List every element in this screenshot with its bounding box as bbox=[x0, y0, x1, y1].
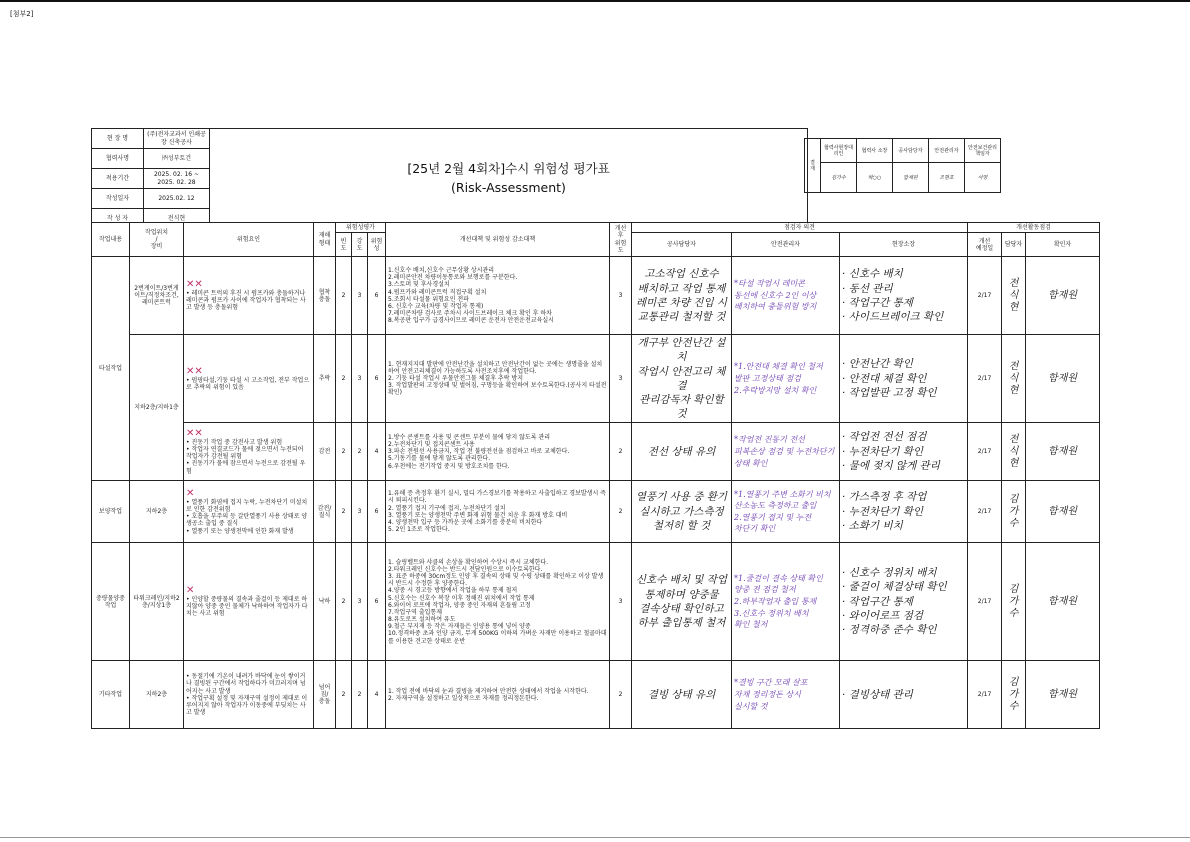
partner-value: ㈜성부토건 bbox=[144, 149, 210, 169]
attachment-tag: [첨부2] bbox=[10, 10, 34, 18]
risk-text: • 열풍기 화염에 접지 누락, 누전차단기 미설치로 인한 감전위험 • 호흡을 부주의 등 갈탄열풍기 사용 상태로 양생공소 출입 중 질식 • 열풍기 또는 양생천막에 인한 화재 발생 bbox=[186, 498, 308, 535]
header-opinion-engineer: 공사담당자 bbox=[632, 233, 732, 257]
risk-cell: • 동절기에 기온이 내려가 바닥에 눈이 쌓이거나 결빙된 구간에서 작업하다가 미끄러지며 넘어지는 사고 발생 • 작업구획 설정 및 자재구역 설정이 제대로 이루어지지 않아 작업자가 이동중에 부딪치는 사고 발생 bbox=[184, 661, 314, 729]
opinion-manager-cell: · 결빙상태 관리 bbox=[840, 661, 968, 729]
approval-role: 안전보건관리책임자 bbox=[965, 139, 1001, 163]
measure-cell: 1. 슬링벨트와 샤클의 손상을 확인하여 수상시 즉시 교체한다. 2.타워크레인 신호수는 반드시 전담인원으로 이수토록한다. 3. 표준 하중에 30cm정도 인양 후 결속의 상태 및 수평 상태를 확인하고 이상 발생시 반드시 수정한 후 양중한다. 4.양중 시 경고등 방향에서 작업을 하부 통제 철저 5.신호수는 신호수 복장 이후 정해진 위치에서 작업 통제 6.와이어 로프에 작업자, 양중 중인 자재의 흔들림 고정 7.작업구역 출입통제 8.유도로프 설치하여 유도 9.철근 부지재 등 작은 자재들은 인양용 통에 넣어 양중 10.정격하중 초과 인양 금지, 무게 500KG 이하의 가벼운 자재만 이용하고 철골마대를 이용한 견고한 상태로 운반 bbox=[386, 543, 610, 661]
header-opinion-manager: 현장소장 bbox=[840, 233, 968, 257]
plan-cell: 2/17 bbox=[968, 335, 1002, 423]
after-cell: 3 bbox=[610, 543, 632, 661]
risk-text: • 펌핑타설,기둥 타설 시 고소작업, 전부 작업으로 추락의 위험이 있음 bbox=[186, 376, 310, 391]
opinion-safety-cell: *타설 작업시 레미콘 동선에 신호수 2인 이상 배치하여 충돌위험 방지 bbox=[732, 257, 840, 335]
strike-mark-icon: ✕ bbox=[186, 487, 195, 499]
header-location: 작업위치 / 장비 bbox=[130, 223, 184, 257]
level-cell: 6 bbox=[368, 335, 386, 423]
risk-text: • 인양할 중량물의 결속과 줄걸이 등 제대로 하지않아 양중 중인 물체가 낙하하여 작업자가 다치는 사고 위험 bbox=[186, 595, 308, 618]
after-cell: 3 bbox=[610, 257, 632, 335]
plan-cell: 2/17 bbox=[968, 543, 1002, 661]
type-cell: 낙하 bbox=[314, 543, 336, 661]
risk-assessment-sheet bbox=[91, 128, 1099, 717]
risk-cell bbox=[184, 335, 314, 423]
location-cell: 2번게이트/3번게이트/직정차조건,레미콘트럭 bbox=[130, 257, 184, 335]
author-label: 작 성 자 bbox=[92, 209, 144, 229]
opinion-engineer-cell: 개구부 안전난간 설치 작업시 안전고리 체결 관리감독자 확인할 것 bbox=[632, 335, 732, 423]
type-cell: 협착 충돌 bbox=[314, 257, 336, 335]
after-cell: 2 bbox=[610, 423, 632, 481]
header-risk-level: 위험성 bbox=[368, 233, 386, 257]
owner-cell: 전식현 bbox=[1002, 335, 1026, 423]
table-row bbox=[92, 543, 1100, 661]
header-improvement-check: 개선활동점검 bbox=[968, 223, 1100, 233]
freq-cell: 2 bbox=[336, 423, 352, 481]
strike-mark-icon: ✕✕ bbox=[186, 427, 203, 439]
opinion-manager-cell: · 신호수 정위치 배치 · 줄걸이 체결상태 확인 · 작업구간 통제 · 와이어로프 점검 · 정격하중 준수 확인 bbox=[840, 543, 968, 661]
partner-label: 협력사명 bbox=[92, 149, 144, 169]
page-subtitle: (Risk-Assessment) bbox=[451, 179, 566, 195]
type-cell: 감전 bbox=[314, 423, 336, 481]
risk-cell bbox=[184, 257, 314, 335]
sev-cell: 3 bbox=[352, 257, 368, 335]
opinion-manager-cell: · 신호수 배치 · 동선 관리 · 작업구간 통제 · 사이드브레이크 확인 bbox=[840, 257, 968, 335]
scan-edge-top bbox=[0, 0, 1190, 2]
owner-cell: 전식현 bbox=[1002, 257, 1026, 335]
date-value: 2025.02. 12 bbox=[144, 189, 210, 209]
owner-cell: 김가수 bbox=[1002, 661, 1026, 729]
header-frequency: 빈도 bbox=[336, 233, 352, 257]
owner-cell: 김가수 bbox=[1002, 481, 1026, 543]
table-row bbox=[92, 257, 1100, 335]
owner-cell: 전식현 bbox=[1002, 423, 1026, 481]
freq-cell: 2 bbox=[336, 257, 352, 335]
table-row bbox=[92, 481, 1100, 543]
approval-role: 협력사 소장 bbox=[857, 139, 893, 163]
opinion-manager-cell: · 안전난간 확인 · 안전대 체결 확인 · 작업발판 고정 확인 bbox=[840, 335, 968, 423]
sev-cell: 3 bbox=[352, 335, 368, 423]
level-cell: 4 bbox=[368, 661, 386, 729]
check-cell: 함재원 bbox=[1026, 423, 1100, 481]
location-cell: 지하2층 bbox=[130, 481, 184, 543]
work-cell: 보양작업 bbox=[92, 481, 130, 543]
opinion-safety-cell: *1.줄걸이 결속 상태 확인 양중 전 점검 철저 2.하부작업자 출입 통제 3.신호수 정위치 배치 확인 철저 bbox=[732, 543, 840, 661]
work-cell: 중량물양중작업 bbox=[92, 543, 130, 661]
opinion-manager-cell: · 가스측정 후 작업 · 누전차단기 확인 · 소화기 비치 bbox=[840, 481, 968, 543]
type-cell: 추락 bbox=[314, 335, 336, 423]
approval-signature: 조현호 bbox=[929, 163, 965, 193]
freq-cell: 2 bbox=[336, 481, 352, 543]
table-row bbox=[92, 423, 1100, 481]
sev-cell: 3 bbox=[352, 481, 368, 543]
scan-edge-bottom bbox=[0, 837, 1190, 838]
location-cell: 타워크레인/지하2층/지상1층 bbox=[130, 543, 184, 661]
risk-cell bbox=[184, 423, 314, 481]
header-accident-type: 재해 형태 bbox=[314, 223, 336, 257]
after-cell: 2 bbox=[610, 661, 632, 729]
level-cell: 6 bbox=[368, 481, 386, 543]
period-value: 2025. 02. 16 ~ 2025. 02. 28 bbox=[144, 169, 210, 189]
owner-cell: 김가수 bbox=[1002, 543, 1026, 661]
freq-cell: 2 bbox=[336, 335, 352, 423]
header-work: 작업내용 bbox=[92, 223, 130, 257]
period-label: 적용기간 bbox=[92, 169, 144, 189]
measure-cell: 1.유해 증 측정후 환기 실시, 밀디 가스경보기를 착용하고 사출입하고 경보발생시 즉시 퇴피시킨다. 2. 열풍기 접지 기구에 접지, 누전차단기 설치 3. 열풍기 또는 양생천막 주변 화재 위험 물건 치운 후 화재 방호 대비 4. 양생천막 입구 등 가까운 곳에 소화기를 충분히 비치한다 5. 2인 1조로 작업한다. bbox=[386, 481, 610, 543]
approval-box bbox=[804, 138, 1001, 193]
risk-cell bbox=[184, 481, 314, 543]
plan-cell: 2/17 bbox=[968, 423, 1002, 481]
header-checker: 확인자 bbox=[1026, 233, 1100, 257]
opinion-safety-cell: *1.안전대 체결 확인 철저 발판 고정상태 점검 2.추락방지망 설치 확인 bbox=[732, 335, 840, 423]
opinion-safety-cell: *1.열풍기 주변 소화기 비치 산소농도 측정하고 출입 2.열풍기 접지 및 누전 차단기 확인 bbox=[732, 481, 840, 543]
plan-cell: 2/17 bbox=[968, 481, 1002, 543]
measure-cell: 1. 현재지지대 발판에 안전난간을 설치하고 안전난간이 없는 곳에는 생명줄을 설치하여 안전고리체결이 가능하도록 사전조치후에 작업한다. 2. 기둥 타설 작업시 우물안전그물 체결후 추락 방지 3. 작업발판의 고정상태 및 벌어짐, 구멍등을 확인하여 보수토록한다.(공사지 타설전 확인) bbox=[386, 335, 610, 423]
risk-text: • 진동기 작업 중 감전사고 발생 위험 • 작업자 연결코드가 물에 젖으면서 누전되어 작업자가 감전될 위험 • 진동기가 물에 잠으면서 누전으로 감전될 우험 bbox=[186, 438, 306, 475]
freq-cell: 2 bbox=[336, 543, 352, 661]
check-cell: 함재원 bbox=[1026, 543, 1100, 661]
approval-signature: 함재원 bbox=[893, 163, 929, 193]
approval-role: 협력사현장대리인 bbox=[821, 139, 857, 163]
check-cell: 함재원 bbox=[1026, 335, 1100, 423]
approval-signature: 김가수 bbox=[821, 163, 857, 193]
header-planned-date: 개선 예정일 bbox=[968, 233, 1002, 257]
plan-cell: 2/17 bbox=[968, 257, 1002, 335]
check-cell: 함재원 bbox=[1026, 481, 1100, 543]
approval-role: 공사담당자 bbox=[893, 139, 929, 163]
header-severity: 강도 bbox=[352, 233, 368, 257]
sev-cell: 3 bbox=[352, 543, 368, 661]
risk-text: • 레미콘 트럭의 후진 시 펌프카와 충돌하거나 레미콘과 펌프카 사이에 작업자가 협착되는 사고 발생 등 충돌위험 bbox=[186, 289, 306, 312]
check-cell: 함재원 bbox=[1026, 661, 1100, 729]
header-opinion-safety: 안전관리자 bbox=[732, 233, 840, 257]
approval-role: 안전관리자 bbox=[929, 139, 965, 163]
type-cell: 감전/ 질식 bbox=[314, 481, 336, 543]
opinion-engineer-cell: 신호수 배치 및 작업 통제하며 양중물 결속상태 확인하고 하부 출입통제 철저 bbox=[632, 543, 732, 661]
opinion-engineer-cell: 고소작업 신호수 배치하고 작업 통제 레미콘 차량 진입 시 교통관리 철저할 것 bbox=[632, 257, 732, 335]
header-owner: 담당자 bbox=[1002, 233, 1026, 257]
author-value: 전식현 bbox=[144, 209, 210, 229]
date-label: 작성일자 bbox=[92, 189, 144, 209]
measure-cell: 1.신호수 배치,신호수 근무상황 상시관리 2.레미콘안전 차량이동통로와 보행로를 구분한다. 3.스토퍼 및 후사경설치 4.펌프카와 레미콘트럭 직접구획 설치 5.조회시 타설물 위험요인 전파 6. 신호수 교육(차량 및 작업자 통제) 7.레미콘차량 검사로 주차시 사이드브레이크 체크 확인 후 하차 8.복공판 입구가 급경사이므로 레미콘 운전자 안전운전교육실시 bbox=[386, 257, 610, 335]
opinion-engineer-cell: 전선 상태 유의 bbox=[632, 423, 732, 481]
after-cell: 3 bbox=[610, 335, 632, 423]
freq-cell: 2 bbox=[336, 661, 352, 729]
level-cell: 6 bbox=[368, 257, 386, 335]
plan-cell: 2/17 bbox=[968, 661, 1002, 729]
measure-cell: 1. 작업 전에 바닥의 눈과 결빙을 제거하여 안전한 상태에서 작업을 시작한다. 2. 자재구역을 설정하고 일상적으로 자재를 정리정돈한다. bbox=[386, 661, 610, 729]
location-cell: 지하2층 bbox=[130, 661, 184, 729]
level-cell: 6 bbox=[368, 543, 386, 661]
table-row bbox=[92, 661, 1100, 729]
approval-side-label: 결 재 bbox=[805, 139, 821, 193]
header-inspector-opinion: 점검자 의견 bbox=[632, 223, 968, 233]
title-cell bbox=[210, 129, 808, 229]
strike-mark-icon: ✕✕ bbox=[186, 365, 203, 377]
after-cell: 2 bbox=[610, 481, 632, 543]
page-title: [25년 2월 4회차]수시 위험성 평가표 bbox=[407, 161, 610, 177]
opinion-engineer-cell: 열풍기 사용 중 환기 실시하고 가스측정 철저히 할 것 bbox=[632, 481, 732, 543]
risk-table bbox=[91, 222, 1100, 729]
sev-cell: 2 bbox=[352, 661, 368, 729]
opinion-safety-cell: *결빙 구간 모래 살포 자재 정리정돈 상시 실시할 것 bbox=[732, 661, 840, 729]
opinion-engineer-cell: 결빙 상태 유의 bbox=[632, 661, 732, 729]
work-cell: 타설작업 bbox=[92, 257, 130, 481]
risk-cell bbox=[184, 543, 314, 661]
header-after-risk: 개선 후 위험 도 bbox=[610, 223, 632, 257]
approval-signature: 박○○ bbox=[857, 163, 893, 193]
strike-mark-icon: ✕ bbox=[186, 584, 195, 596]
header-risk-eval: 위험성평가 bbox=[336, 223, 386, 233]
check-cell: 함재원 bbox=[1026, 257, 1100, 335]
table-row bbox=[92, 335, 1100, 423]
site-label: 현 장 명 bbox=[92, 129, 144, 149]
opinion-manager-cell: · 작업전 전선 점검 · 누전차단기 확인 · 물에 젖지 않게 관리 bbox=[840, 423, 968, 481]
strike-mark-icon: ✕✕ bbox=[186, 278, 203, 290]
header-risk-factor: 위험요인 bbox=[184, 223, 314, 257]
opinion-safety-cell: *작업전 진동기 전선 피복손상 점검 및 누전차단기 상태 확인 bbox=[732, 423, 840, 481]
site-value: (주)전자교과서 인쇄공장 신축공사 bbox=[144, 129, 210, 149]
type-cell: 넘어짐/ 충돌 bbox=[314, 661, 336, 729]
approval-signature: 서명 bbox=[965, 163, 1001, 193]
header-measures: 개선대책 및 위험성 감소대책 bbox=[386, 223, 610, 257]
measure-cell: 1.방수 콘센트를 사용 및 콘센트 부분이 물에 닿지 않도록 관리 2.누전차단기 및 접지콘센트 사용 3.파손 전원선 사용금지, 작업 전 불량전선을 점검하고 바로 교체한다. 5.기동기를 물에 닿게 않도록 관리한다. 6.우천에는 전기작업 중지 및 방호조치를 한다. bbox=[386, 423, 610, 481]
location-cell: 지하2층/지하1층 bbox=[130, 335, 184, 481]
level-cell: 4 bbox=[368, 423, 386, 481]
work-cell: 기타작업 bbox=[92, 661, 130, 729]
sev-cell: 2 bbox=[352, 423, 368, 481]
